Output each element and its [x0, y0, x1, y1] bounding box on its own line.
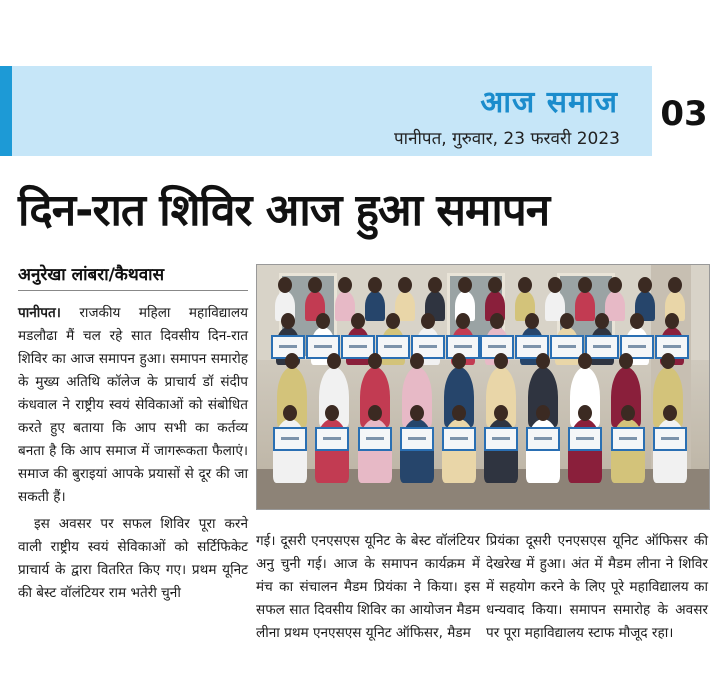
person-head: [316, 313, 330, 329]
article-column-3: प्रियंका दूसरी एनएसएस यूनिट ऑफिसर की देखरेख में हुआ। अंत में मैडम लीना ने शिविर में सहयोग करने के लिए पूरे महाविद्यालय का धन्यवाद किया। समापन समारोह के अवसर पर पूरा महाविद्यालय स्टाफ मौजूद रहा।: [486, 533, 708, 641]
person-head: [452, 353, 466, 369]
person-head: [578, 353, 592, 369]
person-head: [668, 277, 682, 293]
newspaper-name: आज समाज: [480, 85, 618, 120]
person-head: [488, 277, 502, 293]
person-head: [421, 313, 435, 329]
person-head: [368, 277, 382, 293]
person-head: [619, 353, 633, 369]
paragraph-1-text: राजकीय महिला महाविद्यालय मडलौढा मैं चल रहे सात दिवसीय दिन-रात शिविर का आज समापन हुआ। समापन समारोह के मुख्य अतिथि कॉलेज के प्राचार्य डॉ संदीप कंधवाल ने राष्ट्रीय स्वयं सेविकाओं को संबोधित करते हुए बताया कि आप सभी का कर्तव्य बनता है कि आप समाज में जागरूकता फैलाएं। समाज की बुराइयां आपके प्रयासों से दूर की जा सकती हैं।: [18, 305, 248, 505]
person-head: [285, 353, 299, 369]
person-head: [410, 405, 424, 421]
certificate: [273, 427, 307, 451]
person-head: [308, 277, 322, 293]
person-head: [452, 405, 466, 421]
person-head: [536, 353, 550, 369]
dateline: पानीपत, गुरुवार, 23 फरवरी 2023: [394, 129, 620, 149]
article-column-1: [18, 302, 248, 605]
article-paragraph-1: [18, 302, 248, 509]
person-head: [621, 405, 635, 421]
dateline-lead: पानीपत।: [18, 305, 61, 321]
article-headline: दिन-रात शिविर आज हुआ समापन: [18, 185, 550, 236]
person-head: [548, 277, 562, 293]
person-head: [338, 277, 352, 293]
person-head: [386, 313, 400, 329]
certificate: [376, 335, 410, 359]
person-head: [351, 313, 365, 329]
person-head: [410, 353, 424, 369]
article-column-2: गई। दूसरी एनएसएस यूनिट के बेस्ट वॉलंटियर अनु चुनी गई। आज के समापन कार्यक्रम में मंच का संचालन मैडम प्रियंका ने किया। इस सफल सात दिवसीय शिविर का आयोजन मैडम लीना प्रथम एनएसएस यूनिट ऑफिसर, मैडम: [256, 533, 480, 641]
person-head: [494, 405, 508, 421]
person-head: [608, 277, 622, 293]
certificate: [653, 427, 687, 451]
person-head: [368, 405, 382, 421]
person-head: [638, 277, 652, 293]
person-head: [398, 277, 412, 293]
person-head: [368, 353, 382, 369]
person-head: [518, 277, 532, 293]
certificate: [611, 427, 645, 451]
certificate: [568, 427, 602, 451]
person-head: [578, 277, 592, 293]
person-head: [281, 313, 295, 329]
person-head: [327, 353, 341, 369]
person-head: [665, 313, 679, 329]
person-head: [456, 313, 470, 329]
person-figure: [575, 291, 595, 321]
person-figure: [365, 291, 385, 321]
article-paragraph-2: इस अवसर पर सफल शिविर पूरा करने वाली राष्ट्रीय स्वयं सेविकाओं को सर्टिफिकेट प्राचार्य के द्वारा वितरित किए गए। प्रथम यूनिट की बेस्ट वॉलंटियर राम भतेरी चुनी: [18, 516, 248, 601]
page-number: 03: [660, 94, 708, 134]
certificate: [442, 427, 476, 451]
person-head: [494, 353, 508, 369]
person-head: [278, 277, 292, 293]
byline-divider: [18, 290, 248, 291]
group-photo: [256, 264, 710, 510]
person-head: [428, 277, 442, 293]
person-head: [458, 277, 472, 293]
certificate: [358, 427, 392, 451]
article-byline: अनुरेखा लांबरा/कैथवास: [18, 265, 165, 285]
certificate: [526, 427, 560, 451]
certificate: [400, 427, 434, 451]
person-head: [663, 405, 677, 421]
certificate: [484, 427, 518, 451]
certificate: [315, 427, 349, 451]
